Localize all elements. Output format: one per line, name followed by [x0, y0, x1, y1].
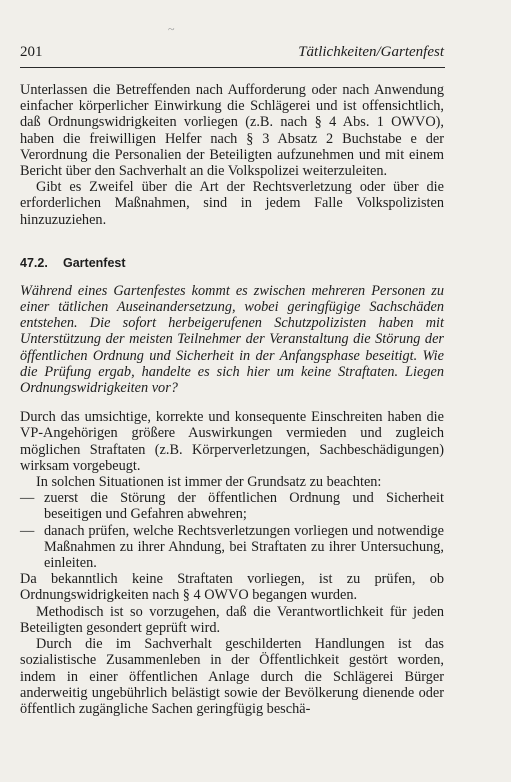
answer-paragraph: Da bekanntlich keine Straftaten vorliegen, ist zu prüfen, ob Ordnungswidrigkeiten nach § 4 OWVO begangen wurden.	[20, 571, 444, 604]
section-heading	[20, 255, 444, 271]
list-dash: —	[20, 522, 35, 539]
section-title: Gartenfest	[63, 255, 126, 270]
list-item	[20, 490, 444, 522]
running-title: Tätlichkeiten/Gartenfest	[298, 44, 444, 60]
page-number: 201	[20, 44, 43, 60]
page-body	[20, 82, 444, 717]
answer-paragraph: Durch die im Sachverhalt geschilderten Handlungen ist das sozialistische Zusammenleben in der Öffentlichkeit gestört worden, indem in einer öffentlichen Anlage durch die Schlägerei Bürger anderweitig ungebührlich belästigt sowie der Bevölkerung dienende oder öffentlich zugängliche Sachen geringfügig beschä-	[20, 636, 444, 717]
list-item	[20, 523, 444, 572]
scan-mark: ~	[168, 22, 174, 36]
list-dash: —	[20, 490, 35, 507]
answer-paragraph: Methodisch ist so vorzugehen, daß die Verantwortlichkeit für jeden Beteiligten gesondert geprüft wird.	[20, 603, 444, 636]
case-text: Während eines Gartenfestes kommt es zwischen mehreren Personen zu einer tätlichen Auseinandersetzung, wobei geringfügige Sachschäden entstehen. Die sofort herbeigerufenen Schutzpolizisten haben mit Unterstützung der meisten Teilnehmer der Veranstaltung die Störung der öffentlichen Ordnung und Sicherheit in der Anfangsphase beseitigt. Wie die Prüfung ergab, handelte es sich hier um keine Straftaten. Liegen Ordnungswidrigkeiten vor?	[20, 282, 444, 397]
intro-paragraph: Unterlassen die Betreffenden nach Aufforderung oder nach Anwendung einfacher körperlicher Einwirkung die Schlägerei und ist offensichtlich, daß Ordnungswidrigkeiten vorliegen (z.B. nach § 4 Abs. 1 OWVO), haben die freiwilligen Helfer nach § 3 Absatz 2 Buchstabe e der Verordnung die Personalien der Beteiligten aufzunehmen und mit einem Bericht über den Sachverhalt an die Volkspolizei weiterzuleiten.	[20, 82, 444, 180]
header-rule	[20, 67, 445, 68]
principle-list	[20, 490, 444, 571]
list-item-text: zuerst die Störung der öffentlichen Ordnung und Sicherheit beseitigen und Gefahren abwehren;	[44, 490, 444, 523]
answer-paragraph: In solchen Situationen ist immer der Grundsatz zu beachten:	[36, 474, 382, 491]
intro-paragraph: Gibt es Zweifel über die Art der Rechtsverletzung oder über die erforderlichen Maßnahmen, sind in jedem Falle Volkspolizisten hinzuzuziehen.	[20, 179, 444, 228]
list-item-text: danach prüfen, welche Rechtsverletzungen vorliegen und notwendige Maßnahmen zu ihrer Ahndung, bei Straftaten zu ihrer Untersuchung, einleiten.	[44, 522, 444, 572]
section-number: 47.2.	[20, 255, 48, 270]
page-header	[20, 44, 444, 66]
answer-paragraph: Durch das umsichtige, korrekte und konsequente Einschreiten haben die VP-Angehörigen größere Auswirkungen vermieden und zugleich möglichen Straftaten (z.B. Körperverletzungen, Sachbeschädigungen) wirksam vorgebeugt.	[20, 409, 444, 474]
